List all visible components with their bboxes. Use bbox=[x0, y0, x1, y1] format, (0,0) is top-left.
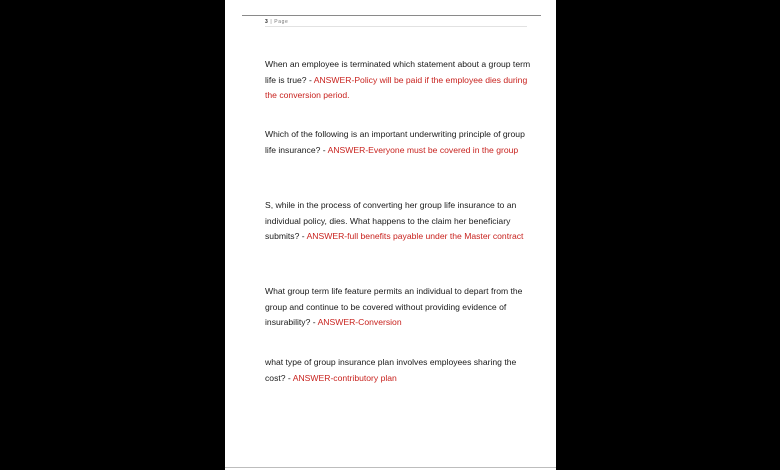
question-text: When an employee is terminated which statement about a group term life is true? - bbox=[265, 59, 531, 85]
header-sub-rule bbox=[265, 26, 527, 27]
page-separator: | bbox=[270, 19, 273, 25]
qa-item-1 bbox=[265, 57, 531, 104]
answer-text: ANSWER-full benefits payable under the Master contract bbox=[306, 231, 524, 242]
header-rule bbox=[242, 15, 541, 16]
qa-item-3 bbox=[265, 198, 531, 245]
page-number: 3 bbox=[265, 19, 269, 25]
qa-item-4 bbox=[265, 284, 531, 331]
qa-item-2 bbox=[265, 127, 531, 158]
page-header bbox=[265, 19, 288, 26]
answer-text: ANSWER-Everyone must be covered in the group bbox=[327, 144, 519, 155]
question-text: Which of the following is an important underwriting principle of group life insurance? - bbox=[265, 129, 525, 155]
answer-text: ANSWER-Conversion bbox=[317, 317, 402, 328]
footer-rule bbox=[225, 467, 556, 468]
document-page bbox=[225, 0, 556, 470]
question-text: What group term life feature permits an individual to depart from the group and continue to be covered without providing evidence of insurability? - bbox=[265, 286, 523, 328]
answer-text: ANSWER-contributory plan bbox=[292, 372, 397, 383]
qa-item-5 bbox=[265, 355, 531, 386]
question-text: what type of group insurance plan involves employees sharing the cost? - bbox=[265, 357, 517, 383]
page-word: Page bbox=[274, 19, 289, 25]
answer-text: ANSWER-Policy will be paid if the employee dies during the conversion period. bbox=[265, 74, 528, 101]
question-text: S, while in the process of converting her group life insurance to an individual policy, dies. What happens to the claim her beneficiary submits? - bbox=[265, 200, 517, 242]
